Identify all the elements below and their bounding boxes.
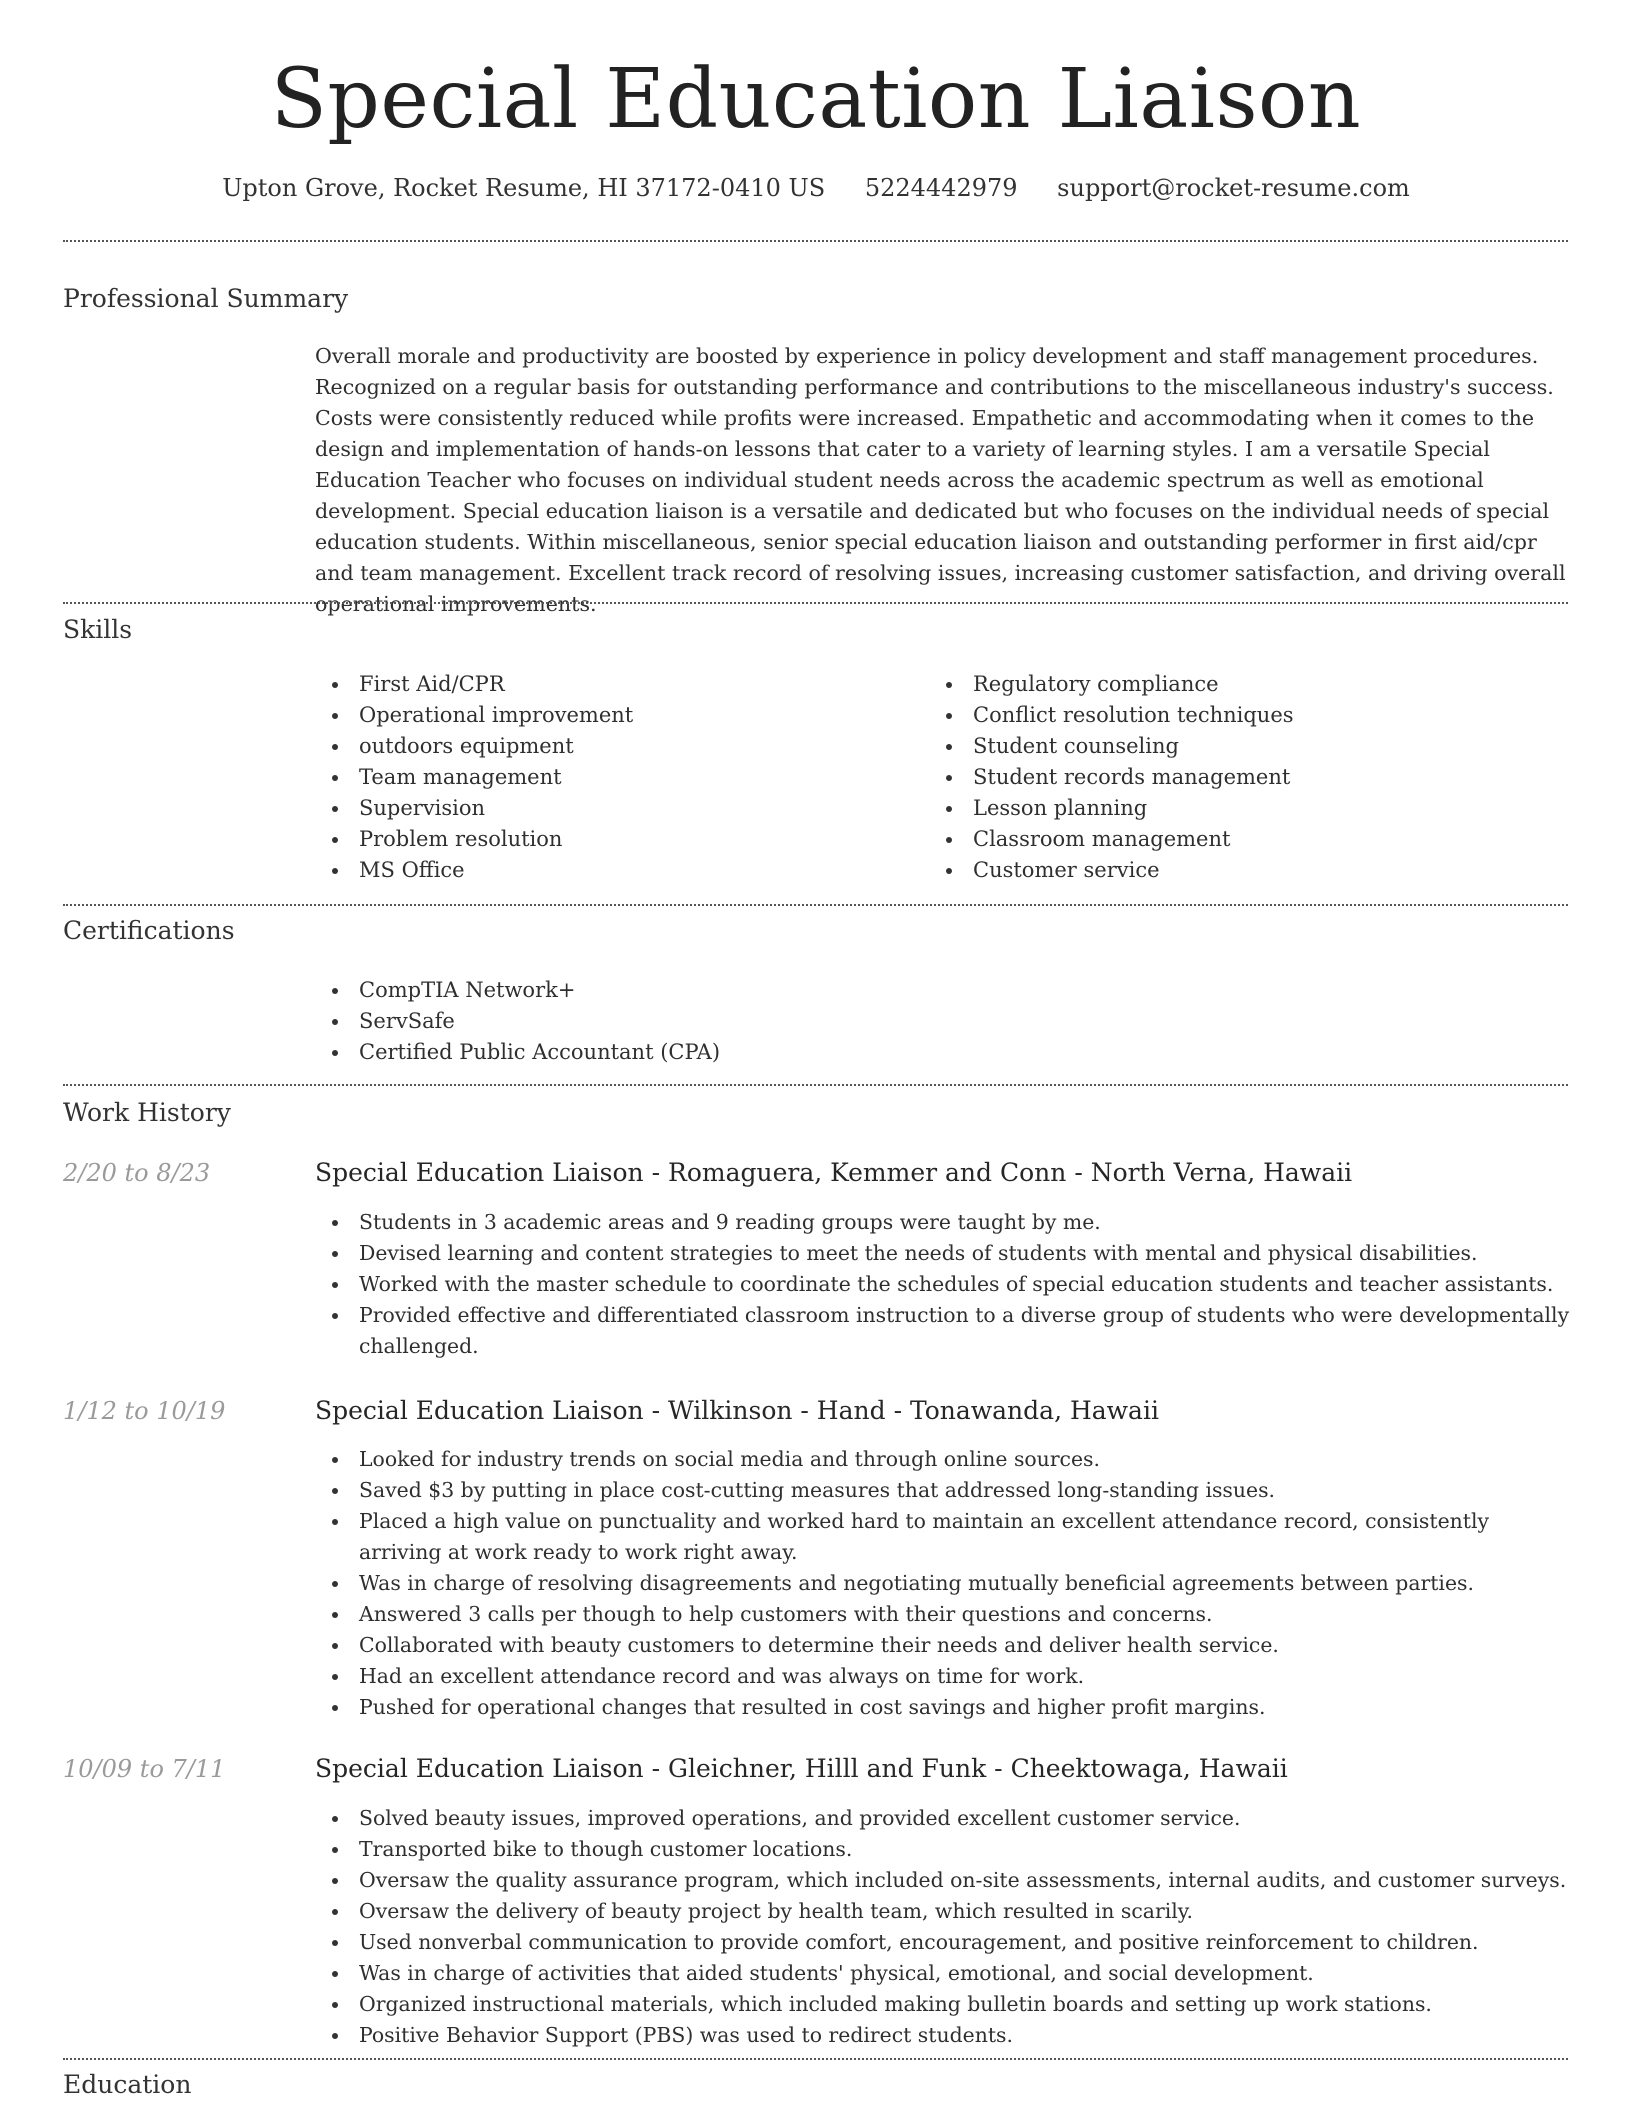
certification-item: Certified Public Accountant (CPA) — [315, 1037, 1315, 1068]
skill-item: Student counseling — [929, 731, 1549, 762]
section-title-skills: Skills — [63, 615, 133, 644]
job-bullet: Had an excellent attendance record and was always on time for work. — [315, 1661, 1570, 1692]
job-bullets — [315, 1207, 1570, 1362]
skill-item: outdoors equipment — [315, 731, 875, 762]
skill-item: Student records management — [929, 762, 1549, 793]
section-title-certifications: Certifications — [63, 916, 235, 945]
contact-address: Upton Grove, Rocket Resume, HI 37172-0410 US — [222, 174, 826, 202]
job-bullet: Oversaw the quality assurance program, which included on-site assessments, internal audits, and customer surveys. — [315, 1865, 1570, 1896]
job-title: Special Education Liaison - Gleichner, Hilll and Funk - Cheektowaga, Hawaii — [315, 1754, 1288, 1783]
contact-line — [0, 172, 1632, 204]
job-dates: 1/12 to 10/19 — [63, 1397, 226, 1425]
skills-list-right — [929, 669, 1549, 886]
job-bullet: Transported bike to though customer locations. — [315, 1834, 1570, 1865]
job-bullet: Was in charge of resolving disagreements and negotiating mutually beneficial agreements between parties. — [315, 1568, 1570, 1599]
job-bullet: Pushed for operational changes that resulted in cost savings and higher profit margins. — [315, 1692, 1570, 1723]
candidate-name: Special Education Liaison — [270, 52, 1362, 147]
job-bullet: Answered 3 calls per though to help customers with their questions and concerns. — [315, 1599, 1570, 1630]
section-divider — [63, 602, 1568, 604]
section-divider — [63, 2058, 1568, 2060]
job-dates: 10/09 to 7/11 — [63, 1755, 226, 1783]
job-bullet: Devised learning and content strategies to meet the needs of students with mental and physical disabilities. — [315, 1238, 1570, 1269]
job-bullets — [315, 1444, 1570, 1723]
job-title: Special Education Liaison - Wilkinson - Hand - Tonawanda, Hawaii — [315, 1396, 1159, 1425]
job-bullet: Worked with the master schedule to coordinate the schedules of special education students and teacher assistants. — [315, 1269, 1570, 1300]
job-bullet: Provided effective and differentiated classroom instruction to a diverse group of students who were developmentally challenged. — [315, 1300, 1570, 1362]
summary-text: Overall morale and productivity are boosted by experience in policy development and staff management procedures. Recognized on a regular basis for outstanding performance and contributions to the miscellaneous industry's success. Costs were consistently reduced while profits were increased. Empathetic and accommodating when it comes to the design and implementation of hands-on lessons that cater to a variety of learning styles. I am a versatile Special Education Teacher who focuses on individual student needs across the academic spectrum as well as emotional development. Special education liaison is a versatile and dedicated but who focuses on the individual needs of special education students. Within miscellaneous, senior special education liaison and outstanding performer in first aid/cpr and team management. Excellent track record of resolving issues, increasing customer satisfaction, and driving overall operational improvements. — [315, 344, 1566, 616]
job-bullet: Used nonverbal communication to provide comfort, encouragement, and positive reinforcement to children. — [315, 1927, 1570, 1958]
skill-item: Classroom management — [929, 824, 1549, 855]
job-bullet: Organized instructional materials, which included making bulletin boards and setting up work stations. — [315, 1989, 1570, 2020]
contact-email: support@rocket-resume.com — [1057, 174, 1410, 202]
section-divider — [63, 1084, 1568, 1086]
skill-item: Regulatory compliance — [929, 669, 1549, 700]
job-bullet: Placed a high value on punctuality and worked hard to maintain an excellent attendance record, consistently arriving at work ready to work right away. — [315, 1506, 1570, 1568]
skill-item: Supervision — [315, 793, 875, 824]
section-title-work-history: Work History — [63, 1098, 231, 1127]
job-bullet: Saved $3 by putting in place cost-cutting measures that addressed long-standing issues. — [315, 1475, 1570, 1506]
job-bullet: Students in 3 academic areas and 9 reading groups were taught by me. — [315, 1207, 1570, 1238]
job-dates: 2/20 to 8/23 — [63, 1159, 211, 1187]
skill-item: Problem resolution — [315, 824, 875, 855]
section-divider — [63, 240, 1568, 242]
section-title-summary: Professional Summary — [63, 284, 349, 313]
job-title: Special Education Liaison - Romaguera, Kemmer and Conn - North Verna, Hawaii — [315, 1158, 1353, 1187]
job-bullet: Collaborated with beauty customers to determine their needs and deliver health service. — [315, 1630, 1570, 1661]
job-bullets — [315, 1803, 1570, 2051]
section-title-education: Education — [63, 2070, 192, 2099]
skills-list-left — [315, 669, 875, 886]
skill-item: Lesson planning — [929, 793, 1549, 824]
job-bullet: Solved beauty issues, improved operations, and provided excellent customer service. — [315, 1803, 1570, 1834]
skill-item: Conflict resolution techniques — [929, 700, 1549, 731]
section-divider — [63, 904, 1568, 906]
contact-phone: 5224442979 — [864, 174, 1018, 202]
skill-item: MS Office — [315, 855, 875, 886]
certifications-list — [315, 975, 1315, 1068]
job-bullet: Was in charge of activities that aided students' physical, emotional, and social development. — [315, 1958, 1570, 1989]
certification-item: ServSafe — [315, 1006, 1315, 1037]
skill-item: Customer service — [929, 855, 1549, 886]
job-bullet: Oversaw the delivery of beauty project by health team, which resulted in scarily. — [315, 1896, 1570, 1927]
certification-item: CompTIA Network+ — [315, 975, 1315, 1006]
job-bullet: Looked for industry trends on social media and through online sources. — [315, 1444, 1570, 1475]
skill-item: First Aid/CPR — [315, 669, 875, 700]
skill-item: Team management — [315, 762, 875, 793]
job-bullet: Positive Behavior Support (PBS) was used to redirect students. — [315, 2020, 1570, 2051]
skill-item: Operational improvement — [315, 700, 875, 731]
